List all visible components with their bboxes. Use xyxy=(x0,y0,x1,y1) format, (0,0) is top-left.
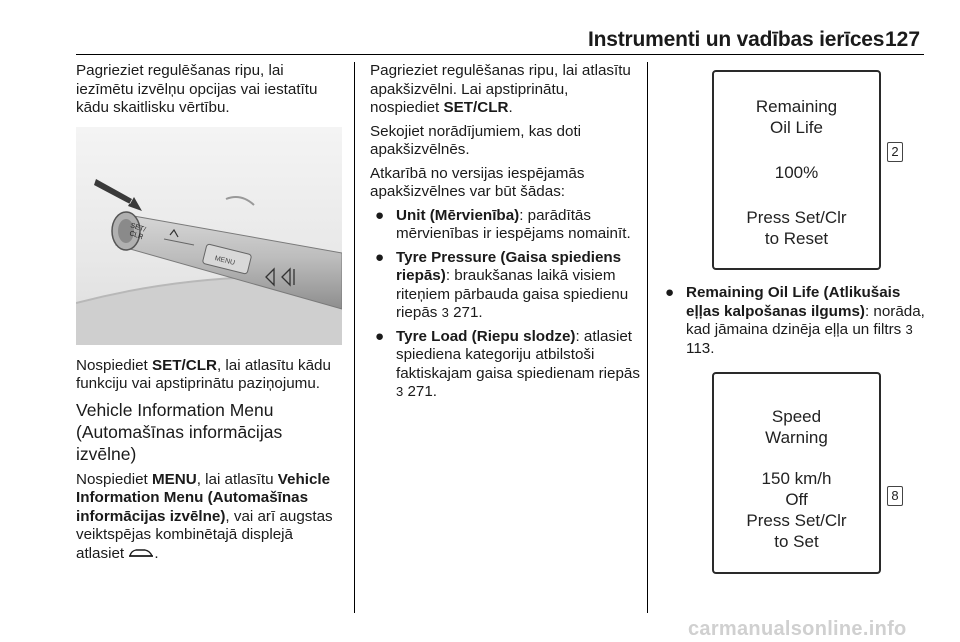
display-number-badge: 2 xyxy=(887,142,903,162)
oil-life-list xyxy=(660,284,932,358)
column-2 xyxy=(370,62,640,407)
page-reference-icon: 3 xyxy=(441,305,449,320)
speed-warning-display-illustration: Speed Warning 150 km/h Off Press Set/Clr to Set 8 xyxy=(712,372,881,574)
car-icon xyxy=(128,547,154,559)
svg-text:CLR: CLR xyxy=(128,229,144,241)
watermark: carmanualsonline.info xyxy=(688,618,907,640)
page-reference-icon: 3 xyxy=(905,322,913,337)
instructions-paragraph: Sekojiet norādījumiem, kas doti apakšizvēlnēs. xyxy=(370,122,582,158)
list-item: ● Remaining Oil Life (Atlikušais eļļas kalpošanas ilgums): norāda, kad jāmaina dzinēja eļļa un filtrs 3 113. xyxy=(665,284,925,357)
set-clr-label: SET/ xyxy=(129,221,147,234)
versions-paragraph: Atkarībā no versijas iespējamās apakšizvēlnes var būt šādas: xyxy=(370,164,585,200)
header-rule xyxy=(76,54,924,55)
intro-paragraph: Pagrieziet regulēšanas ripu, lai iezīmētu izvēlņu opcijas vai iestatītu kādu skaitlisku vērtību. xyxy=(76,62,318,116)
chapter-title: Instrumenti un vadības ierīces xyxy=(588,28,885,51)
column-divider-left xyxy=(354,62,355,613)
page-number: 127 xyxy=(885,28,921,51)
submenu-list xyxy=(370,207,640,402)
list-item: ● Unit (Mērvienība): parādītās mērvienības ir iespējams nomainīt. xyxy=(375,206,631,242)
section-heading: Vehicle Information Menu (Automašīnas informācijas izvēlne) xyxy=(76,399,283,464)
column-divider-right xyxy=(647,62,648,613)
turn-signal-stalk-illustration xyxy=(76,127,342,345)
display-number-badge: 8 xyxy=(887,486,903,506)
svg-text:MENU: MENU xyxy=(213,254,236,267)
column-3 xyxy=(660,62,932,574)
column-1 xyxy=(76,62,342,568)
oil-life-display-illustration: Remaining Oil Life 100% Press Set/Clr to Reset 2 xyxy=(712,70,881,270)
list-item: ● Tyre Pressure (Gaisa spiediens riepās): braukšanas laikā visiem riteņiem pārbauda gaisa spiedienu riepās 3 271. xyxy=(375,248,629,321)
page-reference-icon: 3 xyxy=(396,384,404,399)
page-header xyxy=(0,0,960,54)
submenu-paragraph: Pagrieziet regulēšanas ripu, lai atlasītu apakšizvēlni. Lai apstiprinātu, nospiediet SET/CLR. xyxy=(370,62,631,116)
list-item: ● Tyre Load (Riepu slodze): atlasiet spiediena kategoriju atbilstoši faktiskajam gaisa spiedienam riepās 3 271. xyxy=(375,327,640,400)
menu-paragraph: Nospiediet MENU, lai atlasītu Vehicle Information Menu (Automašīnas informācijas izvēlne), vai arī augstas veiktspējas kombinētajā displejā atlasiet . xyxy=(76,470,333,562)
press-set-clr-paragraph: Nospiediet SET/CLR, lai atlasītu kādu funkciju vai apstiprinātu paziņojumu. xyxy=(76,356,331,392)
